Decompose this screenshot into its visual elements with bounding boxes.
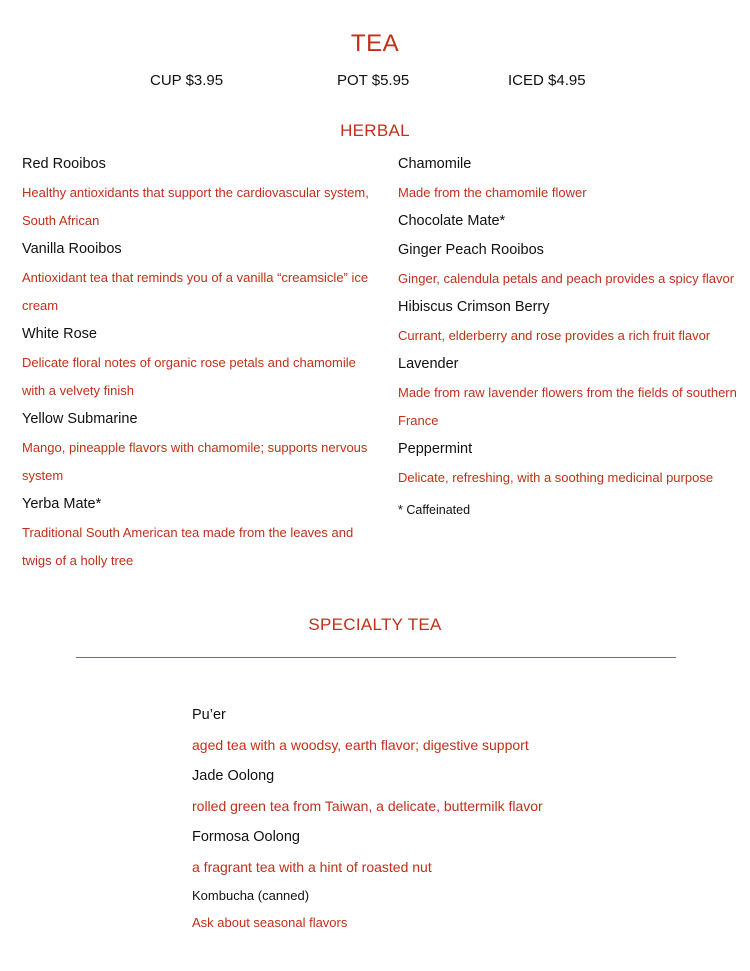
price-pot: POT $5.95 xyxy=(337,72,410,89)
herbal-right-column xyxy=(398,150,743,522)
tea-name: Peppermint xyxy=(398,441,473,457)
tea-description: Traditional South American tea made from the leaves and twigs of a holly tree xyxy=(22,525,354,568)
tea-description: Delicate floral notes of organic rose petals and chamomile with a velvety finish xyxy=(22,355,356,398)
tea-item xyxy=(398,150,743,207)
tea-name: Chamomile xyxy=(398,156,472,172)
tea-name: Hibiscus Crimson Berry xyxy=(398,299,550,315)
tea-description: Ask about seasonal flavors xyxy=(192,915,348,930)
tea-item xyxy=(398,350,743,435)
tea-item xyxy=(22,405,377,490)
tea-item xyxy=(22,320,377,405)
tea-item xyxy=(192,883,672,937)
tea-item xyxy=(398,293,743,350)
tea-name: Kombucha (canned) xyxy=(192,888,310,903)
menu-title: TEA xyxy=(350,30,400,57)
tea-item xyxy=(22,150,377,235)
herbal-left-column xyxy=(22,150,377,575)
tea-name: Red Rooibos xyxy=(22,156,106,172)
tea-description: rolled green tea from Taiwan, a delicate, buttermilk flavor xyxy=(192,798,543,814)
tea-name: Ginger Peach Rooibos xyxy=(398,242,544,258)
tea-name: Lavender xyxy=(398,356,459,372)
tea-item xyxy=(398,207,743,236)
tea-name: Pu’er xyxy=(192,707,226,723)
price-cup: CUP $3.95 xyxy=(150,72,224,89)
tea-description: aged tea with a woodsy, earth flavor; digestive support xyxy=(192,737,529,753)
tea-item xyxy=(192,822,672,883)
tea-description: Antioxidant tea that reminds you of a vanilla “creamsicle” ice cream xyxy=(22,270,369,313)
tea-description: Healthy antioxidants that support the cardiovascular system, South African xyxy=(22,185,369,228)
tea-item xyxy=(398,236,743,293)
tea-name: Yellow Submarine xyxy=(22,411,138,427)
tea-item xyxy=(22,490,377,575)
tea-name: Vanilla Rooibos xyxy=(22,241,122,257)
tea-name: Yerba Mate* xyxy=(22,496,102,512)
tea-description: Delicate, refreshing, with a soothing medicinal purpose xyxy=(398,470,714,485)
tea-description: Ginger, calendula petals and peach provides a spicy flavor xyxy=(398,271,735,286)
tea-description: Made from raw lavender flowers from the fields of southern France xyxy=(398,385,737,428)
tea-name: Formosa Oolong xyxy=(192,829,300,845)
tea-item xyxy=(22,235,377,320)
section-title-specialty: SPECIALTY TEA xyxy=(308,615,442,634)
tea-name: Jade Oolong xyxy=(192,768,275,784)
tea-description: a fragrant tea with a hint of roasted nut xyxy=(192,859,432,875)
section-divider xyxy=(76,657,676,658)
caffeinated-footnote: * Caffeinated xyxy=(398,503,471,517)
section-title-herbal: HERBAL xyxy=(340,121,410,140)
price-iced: ICED $4.95 xyxy=(508,72,586,89)
tea-item xyxy=(192,700,672,761)
tea-description: Currant, elderberry and rose provides a rich fruit flavor xyxy=(398,328,711,343)
tea-item xyxy=(192,761,672,822)
tea-name: Chocolate Mate* xyxy=(398,213,506,229)
tea-description: Made from the chamomile flower xyxy=(398,185,587,200)
specialty-list xyxy=(192,700,672,937)
tea-name: White Rose xyxy=(22,326,97,342)
tea-item xyxy=(398,435,743,492)
tea-description: Mango, pineapple flavors with chamomile; supports nervous system xyxy=(22,440,368,483)
